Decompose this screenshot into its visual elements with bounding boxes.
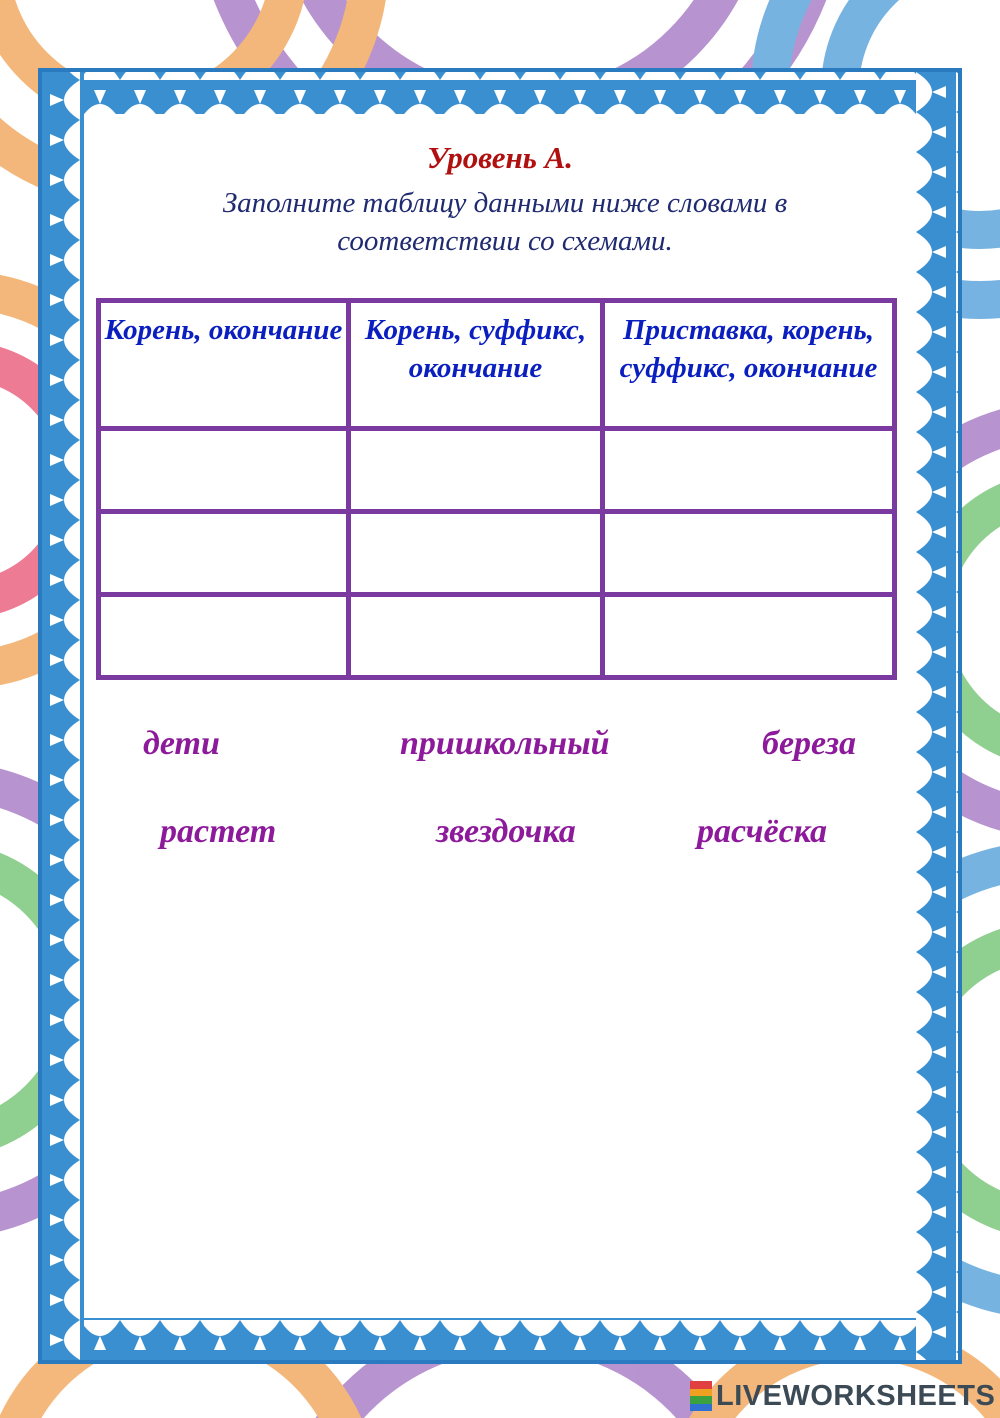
word-bank-item[interactable]: растет	[160, 813, 277, 850]
answer-cell[interactable]	[349, 595, 603, 678]
watermark-brand: LIVEWORKSHEETS	[716, 1379, 996, 1412]
table-row	[99, 429, 895, 512]
liveworksheets-logo-icon	[690, 1381, 712, 1411]
table-row	[99, 595, 895, 678]
answer-cell[interactable]	[603, 429, 895, 512]
answer-cell[interactable]	[99, 512, 349, 595]
word-bank-item[interactable]: пришкольный	[400, 725, 610, 762]
answer-cell[interactable]	[603, 512, 895, 595]
liveworksheets-watermark	[690, 1378, 995, 1414]
answer-cell[interactable]	[99, 595, 349, 678]
word-bank-item[interactable]: дети	[143, 725, 220, 762]
header-prefix-root-suffix-ending: Приставка, корень, суффикс, окончание	[603, 301, 895, 429]
word-structure-table	[96, 298, 897, 680]
header-root-suffix-ending: Корень, суффикс, окончание	[349, 301, 603, 429]
instruction-text: Заполните таблицу данными ниже словами в соответствии со схемами.	[222, 187, 788, 257]
header-root-ending: Корень, окончание	[99, 301, 349, 429]
word-bank-item[interactable]: звездочка	[436, 813, 576, 850]
answer-cell[interactable]	[603, 595, 895, 678]
answer-cell[interactable]	[99, 429, 349, 512]
table-row	[99, 512, 895, 595]
word-bank-item[interactable]: расчёска	[697, 813, 828, 850]
answer-cell[interactable]	[349, 429, 603, 512]
answer-cell[interactable]	[349, 512, 603, 595]
page-title: Уровень А.	[426, 140, 574, 175]
table-header-row	[99, 301, 895, 429]
word-bank-item[interactable]: береза	[762, 725, 856, 762]
